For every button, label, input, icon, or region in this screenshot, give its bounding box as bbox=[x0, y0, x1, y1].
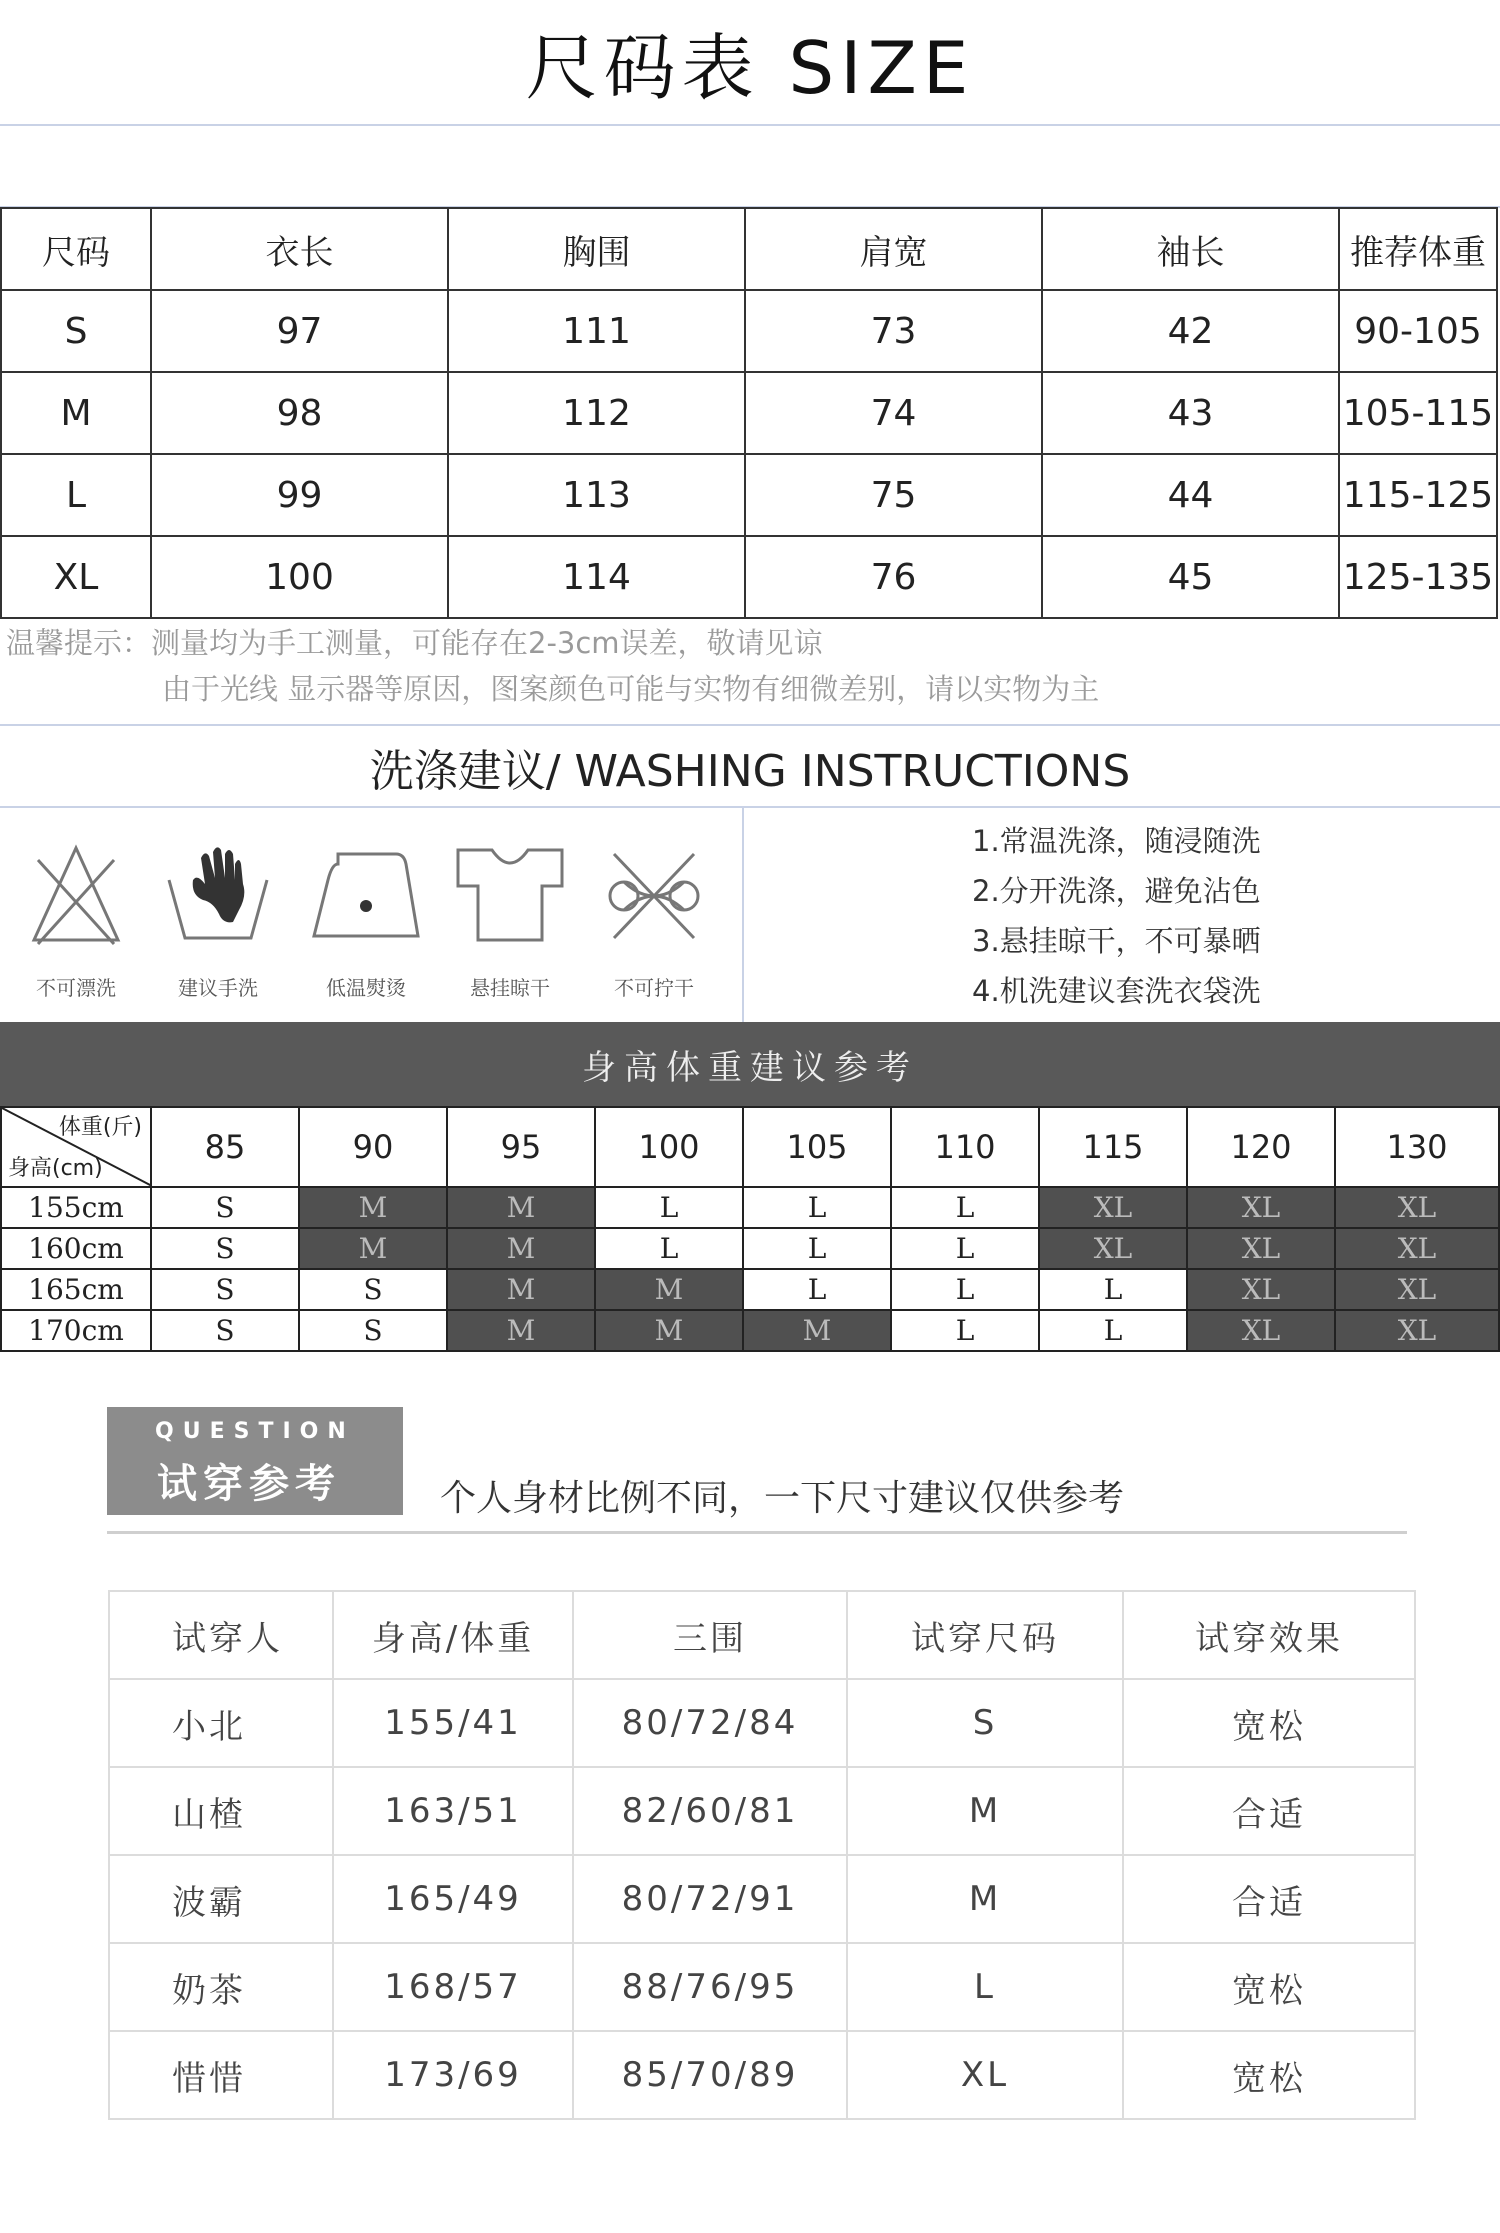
hand-wash-icon bbox=[163, 840, 273, 950]
reference-note: 个人身材比例不同，一下尺寸建议仅供参考 bbox=[440, 1478, 1125, 1519]
badge-english: QUESTION bbox=[155, 1419, 355, 1444]
washing-icons bbox=[0, 808, 744, 1022]
table-cell: L bbox=[1, 454, 151, 536]
table-cell: 山楂 bbox=[109, 1767, 333, 1855]
table-cell: 115-125 bbox=[1339, 454, 1497, 536]
weight-header: 90 bbox=[299, 1107, 447, 1187]
size-cell: XL bbox=[1335, 1187, 1499, 1228]
table-cell: 163/51 bbox=[333, 1767, 573, 1855]
weight-header: 85 bbox=[151, 1107, 299, 1187]
size-cell: XL bbox=[1335, 1228, 1499, 1269]
height-cell: 155cm bbox=[1, 1187, 151, 1228]
table-cell: 宽松 bbox=[1123, 1679, 1415, 1767]
size-cell: S bbox=[151, 1228, 299, 1269]
size-cell: M bbox=[447, 1187, 595, 1228]
header-cell: 衣长 bbox=[151, 208, 448, 290]
table-cell: 113 bbox=[448, 454, 745, 536]
hang-dry bbox=[450, 840, 570, 1001]
hand-wash bbox=[158, 840, 278, 1001]
size-cell: XL bbox=[1335, 1310, 1499, 1351]
icon-caption: 悬挂晾干 bbox=[470, 976, 550, 1000]
page-title: 尺码表 SIZE bbox=[0, 0, 1500, 126]
size-cell: S bbox=[299, 1310, 447, 1351]
table-cell: L bbox=[847, 1943, 1123, 2031]
table-cell: 75 bbox=[745, 454, 1042, 536]
instruction-item: 2.分开洗涤，避免沾色 bbox=[972, 874, 1261, 908]
height-cell: 165cm bbox=[1, 1269, 151, 1310]
table-cell: 80/72/84 bbox=[573, 1679, 847, 1767]
weight-header: 95 bbox=[447, 1107, 595, 1187]
table-cell: 88/76/95 bbox=[573, 1943, 847, 2031]
size-cell: M bbox=[595, 1310, 743, 1351]
table-cell: S bbox=[847, 1679, 1123, 1767]
size-cell: L bbox=[595, 1187, 743, 1228]
weight-header: 130 bbox=[1335, 1107, 1499, 1187]
table-row bbox=[109, 1943, 1415, 2031]
header-cell: 试穿效果 bbox=[1123, 1591, 1415, 1679]
table-row bbox=[1, 1269, 1499, 1310]
table-row bbox=[109, 2031, 1415, 2119]
table-cell: 112 bbox=[448, 372, 745, 454]
washing-title: 洗涤建议/ WASHING INSTRUCTIONS bbox=[369, 746, 1131, 797]
table-row bbox=[1, 454, 1497, 536]
size-table bbox=[0, 207, 1498, 619]
table-cell: XL bbox=[1, 536, 151, 618]
table-row bbox=[1, 372, 1497, 454]
table-row bbox=[109, 1679, 1415, 1767]
height-axis-label: 身高(cm) bbox=[8, 1156, 103, 1181]
size-cell: L bbox=[891, 1269, 1039, 1310]
table-row bbox=[109, 1855, 1415, 1943]
table-cell: 45 bbox=[1042, 536, 1339, 618]
header-cell: 试穿人 bbox=[109, 1591, 333, 1679]
table-cell: 80/72/91 bbox=[573, 1855, 847, 1943]
size-cell: M bbox=[299, 1228, 447, 1269]
table-cell: 168/57 bbox=[333, 1943, 573, 2031]
header-cell: 胸围 bbox=[448, 208, 745, 290]
table-cell: 114 bbox=[448, 536, 745, 618]
size-cell: L bbox=[1039, 1269, 1187, 1310]
low-iron-icon bbox=[308, 840, 424, 950]
size-cell: L bbox=[595, 1228, 743, 1269]
weight-header: 120 bbox=[1187, 1107, 1335, 1187]
measurement-tips bbox=[6, 620, 1496, 712]
instruction-item: 1.常温洗涤，随浸随洗 bbox=[972, 824, 1261, 858]
size-cell: L bbox=[891, 1228, 1039, 1269]
table-cell: 小北 bbox=[109, 1679, 333, 1767]
weight-header: 110 bbox=[891, 1107, 1039, 1187]
table-cell: 173/69 bbox=[333, 2031, 573, 2119]
divider bbox=[107, 1531, 1407, 1534]
table-cell: 奶茶 bbox=[109, 1943, 333, 2031]
size-cell: M bbox=[299, 1187, 447, 1228]
size-cell: L bbox=[891, 1187, 1039, 1228]
size-cell: S bbox=[299, 1269, 447, 1310]
table-cell: 85/70/89 bbox=[573, 2031, 847, 2119]
washing-instructions bbox=[972, 816, 1261, 1016]
hang-dry-icon bbox=[452, 840, 568, 950]
size-cell: S bbox=[151, 1269, 299, 1310]
low-iron bbox=[306, 840, 426, 1001]
table-cell: 波霸 bbox=[109, 1855, 333, 1943]
size-cell: M bbox=[743, 1310, 891, 1351]
size-cell: M bbox=[595, 1269, 743, 1310]
instruction-item: 3.悬挂晾干，不可暴晒 bbox=[972, 924, 1261, 958]
size-cell: XL bbox=[1187, 1269, 1335, 1310]
header-cell: 身高/体重 bbox=[333, 1591, 573, 1679]
height-cell: 160cm bbox=[1, 1228, 151, 1269]
table-row bbox=[1, 1187, 1499, 1228]
table-cell: 74 bbox=[745, 372, 1042, 454]
badge-chinese: 试穿参考 bbox=[157, 1461, 341, 1507]
size-table-header bbox=[1, 208, 1497, 290]
height-cell: 170cm bbox=[1, 1310, 151, 1351]
table-row bbox=[1, 1228, 1499, 1269]
weight-axis-label: 体重(斤) bbox=[58, 1115, 142, 1140]
table-cell: 98 bbox=[151, 372, 448, 454]
size-cell: M bbox=[447, 1269, 595, 1310]
reference-title: 身高体重建议参考 bbox=[0, 1022, 1500, 1106]
table-cell: 43 bbox=[1042, 372, 1339, 454]
table-cell: 惜惜 bbox=[109, 2031, 333, 2119]
table-cell: 宽松 bbox=[1123, 1943, 1415, 2031]
table-cell: 76 bbox=[745, 536, 1042, 618]
table-cell: 111 bbox=[448, 290, 745, 372]
height-weight-table bbox=[0, 1106, 1500, 1352]
table-cell: 44 bbox=[1042, 454, 1339, 536]
table-cell: 125-135 bbox=[1339, 536, 1497, 618]
no-bleach-icon bbox=[28, 840, 124, 950]
corner-cell bbox=[1, 1107, 151, 1187]
table-cell: 100 bbox=[151, 536, 448, 618]
divider bbox=[0, 724, 1500, 726]
size-cell: S bbox=[151, 1187, 299, 1228]
table-cell: 82/60/81 bbox=[573, 1767, 847, 1855]
header-cell: 袖长 bbox=[1042, 208, 1339, 290]
table-cell: M bbox=[847, 1855, 1123, 1943]
table-cell: 合适 bbox=[1123, 1767, 1415, 1855]
table-row bbox=[1, 290, 1497, 372]
no-bleach bbox=[16, 840, 136, 1001]
header-cell: 肩宽 bbox=[745, 208, 1042, 290]
size-cell: M bbox=[447, 1228, 595, 1269]
size-cell: L bbox=[1039, 1310, 1187, 1351]
no-wring-icon bbox=[604, 840, 704, 950]
table-row bbox=[1, 536, 1497, 618]
icon-caption: 低温熨烫 bbox=[326, 976, 406, 1000]
instruction-item: 4.机洗建议套洗衣袋洗 bbox=[972, 974, 1261, 1008]
table-cell: S bbox=[1, 290, 151, 372]
weight-header: 105 bbox=[743, 1107, 891, 1187]
table-cell: 105-115 bbox=[1339, 372, 1497, 454]
question-badge bbox=[107, 1407, 403, 1515]
weight-header: 115 bbox=[1039, 1107, 1187, 1187]
tip-line: 由于光线 显示器等原因，图案颜色可能与实物有细微差别，请以实物为主 bbox=[162, 672, 1100, 706]
size-cell: XL bbox=[1187, 1187, 1335, 1228]
size-cell: XL bbox=[1187, 1310, 1335, 1351]
table-cell: 90-105 bbox=[1339, 290, 1497, 372]
table-cell: 73 bbox=[745, 290, 1042, 372]
size-cell: XL bbox=[1039, 1187, 1187, 1228]
table-cell: 42 bbox=[1042, 290, 1339, 372]
table-row bbox=[1, 1310, 1499, 1351]
table-cell: 合适 bbox=[1123, 1855, 1415, 1943]
size-cell: L bbox=[743, 1187, 891, 1228]
size-cell: XL bbox=[1335, 1269, 1499, 1310]
table-cell: 99 bbox=[151, 454, 448, 536]
icon-caption: 建议手洗 bbox=[178, 976, 258, 1000]
header-cell: 尺码 bbox=[1, 208, 151, 290]
table-cell: XL bbox=[847, 2031, 1123, 2119]
table-cell: M bbox=[847, 1767, 1123, 1855]
size-cell: L bbox=[891, 1310, 1039, 1351]
weight-header-row bbox=[1, 1107, 1499, 1187]
size-cell: XL bbox=[1187, 1228, 1335, 1269]
table-cell: M bbox=[1, 372, 151, 454]
table-cell: 165/49 bbox=[333, 1855, 573, 1943]
header-cell: 试穿尺码 bbox=[847, 1591, 1123, 1679]
spacer-band bbox=[0, 126, 1500, 208]
tip-line: 温馨提示：测量均为手工测量，可能存在2-3cm误差，敬请见谅 bbox=[6, 626, 823, 660]
table-row bbox=[109, 1767, 1415, 1855]
table-cell: 155/41 bbox=[333, 1679, 573, 1767]
try-on-header bbox=[109, 1591, 1415, 1679]
table-cell: 97 bbox=[151, 290, 448, 372]
header-cell: 三围 bbox=[573, 1591, 847, 1679]
size-cell: M bbox=[447, 1310, 595, 1351]
no-wring bbox=[594, 840, 714, 1001]
size-cell: L bbox=[743, 1228, 891, 1269]
size-cell: L bbox=[743, 1269, 891, 1310]
size-cell: XL bbox=[1039, 1228, 1187, 1269]
header-cell: 推荐体重 bbox=[1339, 208, 1497, 290]
size-cell: S bbox=[151, 1310, 299, 1351]
icon-caption: 不可漂洗 bbox=[36, 976, 116, 1000]
table-cell: 宽松 bbox=[1123, 2031, 1415, 2119]
icon-caption: 不可拧干 bbox=[614, 976, 694, 1000]
weight-header: 100 bbox=[595, 1107, 743, 1187]
try-on-table bbox=[108, 1590, 1416, 2120]
